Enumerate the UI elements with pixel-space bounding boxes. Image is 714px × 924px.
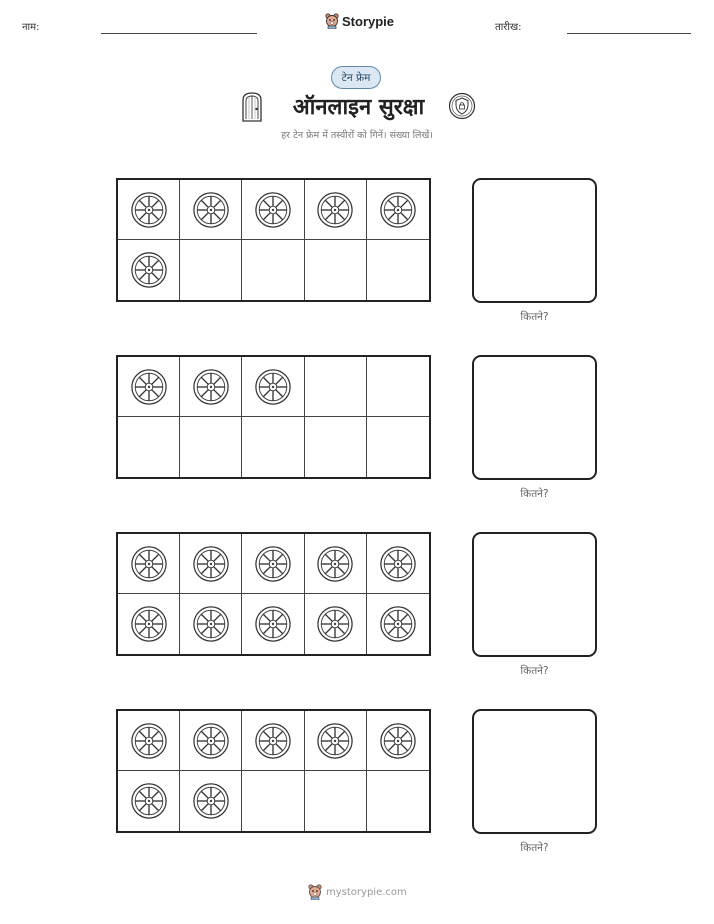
name-line bbox=[101, 33, 257, 34]
wheel-icon bbox=[192, 722, 230, 760]
frame-cell bbox=[118, 711, 180, 771]
bear-logo-icon bbox=[308, 884, 322, 900]
frame-cell bbox=[118, 594, 180, 654]
wheel-icon bbox=[316, 545, 354, 583]
frame-cell bbox=[305, 534, 367, 594]
frame-cell bbox=[367, 240, 429, 300]
frame-cell bbox=[180, 240, 242, 300]
ten-frame-4 bbox=[116, 709, 431, 833]
wheel-icon bbox=[192, 545, 230, 583]
wheel-icon bbox=[192, 191, 230, 229]
frame-cell bbox=[367, 594, 429, 654]
wheel-icon bbox=[130, 722, 168, 760]
ten-frame-1 bbox=[116, 178, 431, 302]
wheel-icon bbox=[130, 251, 168, 289]
frame-cell bbox=[367, 534, 429, 594]
wheel-icon bbox=[254, 722, 292, 760]
wheel-icon bbox=[192, 368, 230, 406]
wheel-icon bbox=[379, 191, 417, 229]
answer-label-2: कितने? bbox=[520, 488, 549, 500]
frame-cell bbox=[180, 534, 242, 594]
wheel-icon bbox=[254, 605, 292, 643]
page-title: ऑनलाइन सुरक्षा bbox=[292, 95, 425, 120]
frame-cell bbox=[367, 417, 429, 477]
frame-cell bbox=[180, 594, 242, 654]
frame-cell bbox=[118, 357, 180, 417]
frame-cell bbox=[180, 711, 242, 771]
frame-cell bbox=[242, 771, 304, 831]
wheel-icon bbox=[130, 545, 168, 583]
answer-box-1[interactable] bbox=[472, 178, 597, 303]
frame-cell bbox=[305, 240, 367, 300]
frame-cell bbox=[367, 357, 429, 417]
frame-cell bbox=[305, 594, 367, 654]
frame-cell bbox=[305, 711, 367, 771]
frame-cell bbox=[242, 534, 304, 594]
shield-lock-icon bbox=[448, 92, 476, 120]
frame-cell bbox=[242, 711, 304, 771]
wheel-icon bbox=[254, 368, 292, 406]
answer-label-4: कितने? bbox=[520, 842, 549, 854]
brand-name: Storypie bbox=[342, 13, 395, 29]
wheel-icon bbox=[130, 368, 168, 406]
frame-cell bbox=[367, 180, 429, 240]
name-label: नाम: bbox=[22, 22, 40, 33]
answer-label-3: कितने? bbox=[520, 665, 549, 677]
wheel-icon bbox=[316, 722, 354, 760]
answer-box-4[interactable] bbox=[472, 709, 597, 834]
topic-badge: टेन फ्रेम bbox=[331, 66, 381, 89]
wheel-icon bbox=[379, 722, 417, 760]
frame-cell bbox=[367, 771, 429, 831]
answer-box-2[interactable] bbox=[472, 355, 597, 480]
footer-url: mystorypie.com bbox=[326, 886, 407, 898]
frame-cell bbox=[118, 240, 180, 300]
frame-cell bbox=[305, 417, 367, 477]
frame-cell bbox=[305, 357, 367, 417]
instructions: हर टेन फ्रेम में तस्वीरों को गिनें। संख्या लिखें। bbox=[281, 130, 433, 141]
wheel-icon bbox=[379, 545, 417, 583]
date-label: तारीख: bbox=[495, 22, 522, 33]
frame-cell bbox=[118, 771, 180, 831]
footer bbox=[308, 884, 407, 900]
frame-cell bbox=[118, 417, 180, 477]
frame-cell bbox=[242, 594, 304, 654]
wheel-icon bbox=[254, 191, 292, 229]
ten-frame-3 bbox=[116, 532, 431, 656]
brand bbox=[325, 13, 394, 29]
frame-cell bbox=[305, 180, 367, 240]
door-icon bbox=[240, 92, 264, 122]
wheel-icon bbox=[130, 191, 168, 229]
frame-cell bbox=[305, 771, 367, 831]
wheel-icon bbox=[254, 545, 292, 583]
frame-cell bbox=[118, 534, 180, 594]
wheel-icon bbox=[316, 191, 354, 229]
frame-cell bbox=[242, 357, 304, 417]
wheel-icon bbox=[316, 605, 354, 643]
answer-label-1: कितने? bbox=[520, 311, 549, 323]
wheel-icon bbox=[192, 605, 230, 643]
wheel-icon bbox=[130, 782, 168, 820]
frame-cell bbox=[180, 771, 242, 831]
wheel-icon bbox=[192, 782, 230, 820]
frame-cell bbox=[180, 357, 242, 417]
frame-cell bbox=[242, 417, 304, 477]
frame-cell bbox=[180, 417, 242, 477]
frame-cell bbox=[367, 711, 429, 771]
date-line bbox=[567, 33, 691, 34]
frame-cell bbox=[242, 240, 304, 300]
bear-logo-icon bbox=[325, 13, 339, 29]
ten-frame-2 bbox=[116, 355, 431, 479]
frame-cell bbox=[118, 180, 180, 240]
answer-box-3[interactable] bbox=[472, 532, 597, 657]
wheel-icon bbox=[379, 605, 417, 643]
frame-cell bbox=[180, 180, 242, 240]
frame-cell bbox=[242, 180, 304, 240]
wheel-icon bbox=[130, 605, 168, 643]
